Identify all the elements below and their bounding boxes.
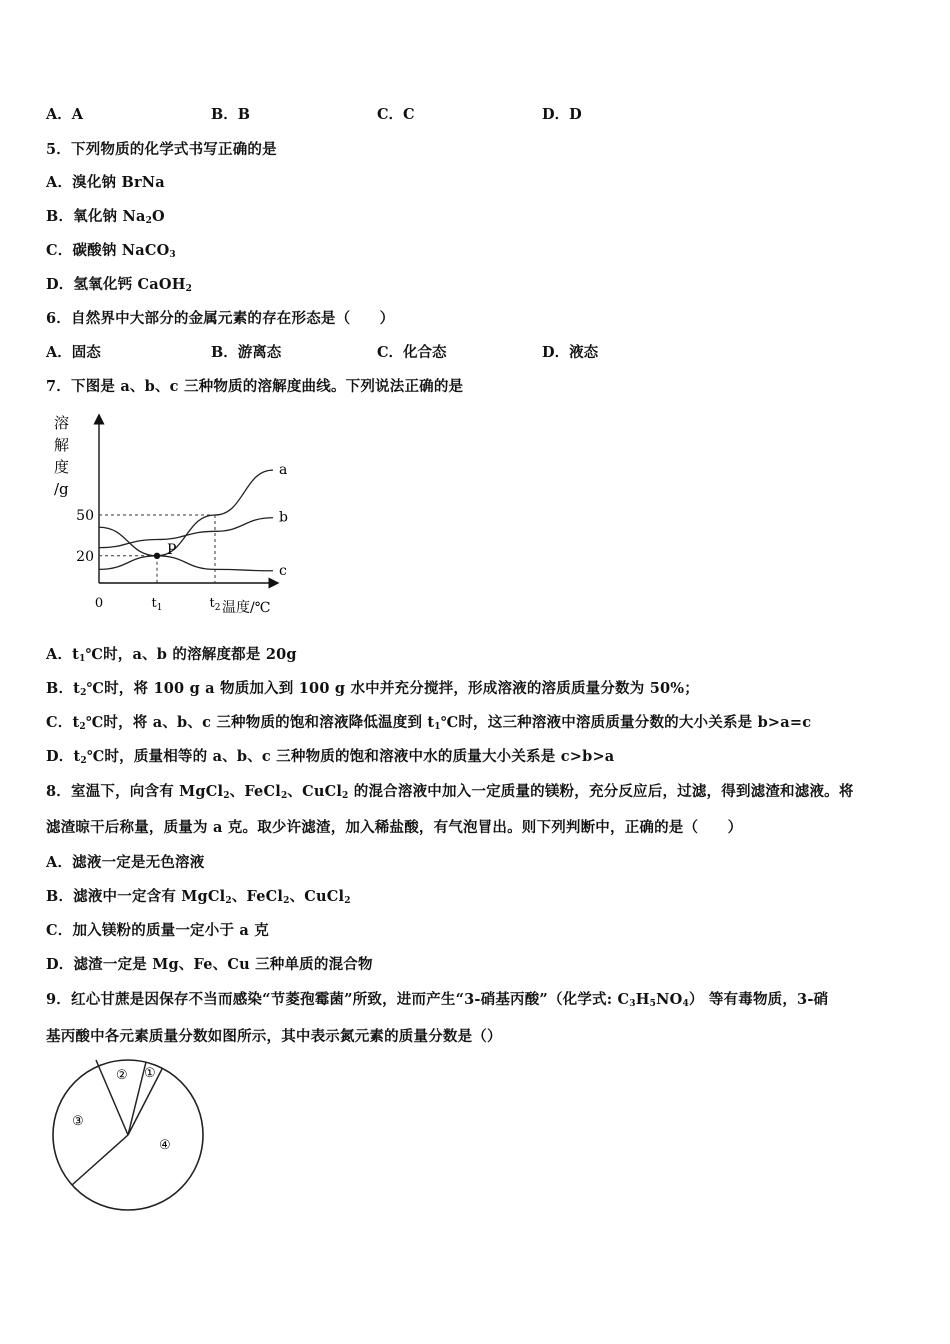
y-label-char: /g: [54, 480, 69, 498]
q9-stem-line1: 9．红心甘蔗是因保存不当而感染“节菱孢霉菌”所致，进而产生“3-硝基丙酸”（化学式: $C_3H_5NO_4$） 等有毒物质，3-硝: [46, 991, 829, 1009]
q8-stem-line2: 滤渣晾干后称量，质量为 a 克。取少许滤渣，加入稀盐酸，有气泡冒出。则下列判断中，正确的是（ ）: [46, 819, 743, 836]
q7-option-b[interactable]: B．$t_2℃$时，将 100 g a 物质加入到 100 g 水中并充分搅拌，形成溶液的溶质质量分数为 50%；: [46, 680, 699, 698]
pie-label-2: ②: [116, 1068, 128, 1083]
pie-divider-4: [72, 1135, 128, 1185]
curve-a: [99, 470, 273, 569]
q5-option-a[interactable]: A．溴化钠 BrNa: [46, 174, 165, 191]
point-p-label: P: [167, 541, 177, 558]
y-label-char: 溶: [54, 414, 70, 432]
q8-option-a[interactable]: A．滤液一定是无色溶液: [46, 854, 205, 871]
q7-stem: 7．下图是 a、b、c 三种物质的溶解度曲线。下列说法正确的是: [46, 378, 464, 395]
q7-option-a[interactable]: A．$t_1℃$时，a、b 的溶解度都是 20g: [46, 646, 297, 664]
q4-option-a[interactable]: A．A: [46, 106, 84, 123]
q7-option-d[interactable]: D．$t_2℃$时，质量相等的 a、b、c 三种物质的饱和溶液中水的质量大小关系是 c>b>a: [46, 748, 615, 766]
x-tick-1: $t_1$: [151, 596, 163, 613]
q9-stem-line2: 基丙酸中各元素质量分数如图所示，其中表示氮元素的质量分数是（）: [46, 1028, 502, 1045]
curve-label-c: c: [279, 562, 287, 579]
q8-option-d[interactable]: D．滤渣一定是 Mg、Fe、Cu 三种单质的混合物: [46, 956, 373, 973]
y-tick-50: 50: [76, 508, 94, 524]
element-mass-pie-chart: [46, 1055, 216, 1220]
pie-label-3: ③: [72, 1114, 84, 1129]
q4-option-b[interactable]: B．B: [211, 106, 251, 123]
curve-label-b: b: [279, 509, 288, 526]
q5-option-d[interactable]: D．氢氧化钙 CaOH$_2$: [46, 276, 193, 294]
pie-label-1: ①: [144, 1066, 156, 1081]
solubility-chart: [46, 405, 286, 620]
axis-ticks: [76, 508, 270, 616]
q4-option-d[interactable]: D．D: [542, 106, 582, 123]
chart-axes: [99, 419, 274, 583]
y-label-char: 解: [54, 436, 70, 454]
q5-stem: 5．下列物质的化学式书写正确的是: [46, 141, 277, 158]
y-axis-label: [54, 414, 69, 498]
x-axis-label: 温度/℃: [222, 600, 271, 616]
x-tick-0: 0: [94, 596, 104, 611]
curve-label-a: a: [279, 462, 288, 479]
guide-lines: [99, 515, 215, 583]
x-tick-2: $t_2$: [209, 596, 221, 613]
q6-option-d[interactable]: D．液态: [542, 344, 599, 361]
q8-option-b[interactable]: B．滤液中一定含有 MgCl$_2$、FeCl$_2$、CuCl$_2$: [46, 888, 351, 906]
q6-stem: 6．自然界中大部分的金属元素的存在形态是（ ）: [46, 310, 395, 327]
curve-b: [99, 518, 273, 548]
q6-option-c[interactable]: C．化合态: [377, 344, 447, 361]
q4-option-c[interactable]: C．C: [377, 106, 415, 123]
q8-stem-line1: 8．室温下，向含有 MgCl$_2$、FeCl$_2$、CuCl$_2$ 的混合溶液中加入一定质量的镁粉，充分反应后，过滤，得到滤渣和滤液。将: [46, 783, 854, 801]
q5-option-b[interactable]: B．氧化钠 $Na_2O$: [46, 208, 165, 226]
q6-option-b[interactable]: B．游离态: [211, 344, 282, 361]
q7-option-c[interactable]: C．$t_2℃$时，将 a、b、c 三种物质的饱和溶液降低温度到 $t_1℃$时，这三种溶液中溶质质量分数的大小关系是 b>a=c: [46, 714, 812, 732]
q6-option-a[interactable]: A．固态: [46, 344, 101, 361]
y-label-char: 度: [54, 458, 70, 476]
y-tick-20: 20: [76, 548, 94, 565]
q5-option-c[interactable]: C．碳酸钠 NaCO$_3$: [46, 242, 176, 260]
pie-label-4: ④: [159, 1138, 171, 1153]
point-p: [154, 553, 160, 559]
curves: [99, 462, 288, 579]
q8-option-c[interactable]: C．加入镁粉的质量一定小于 a 克: [46, 922, 269, 939]
